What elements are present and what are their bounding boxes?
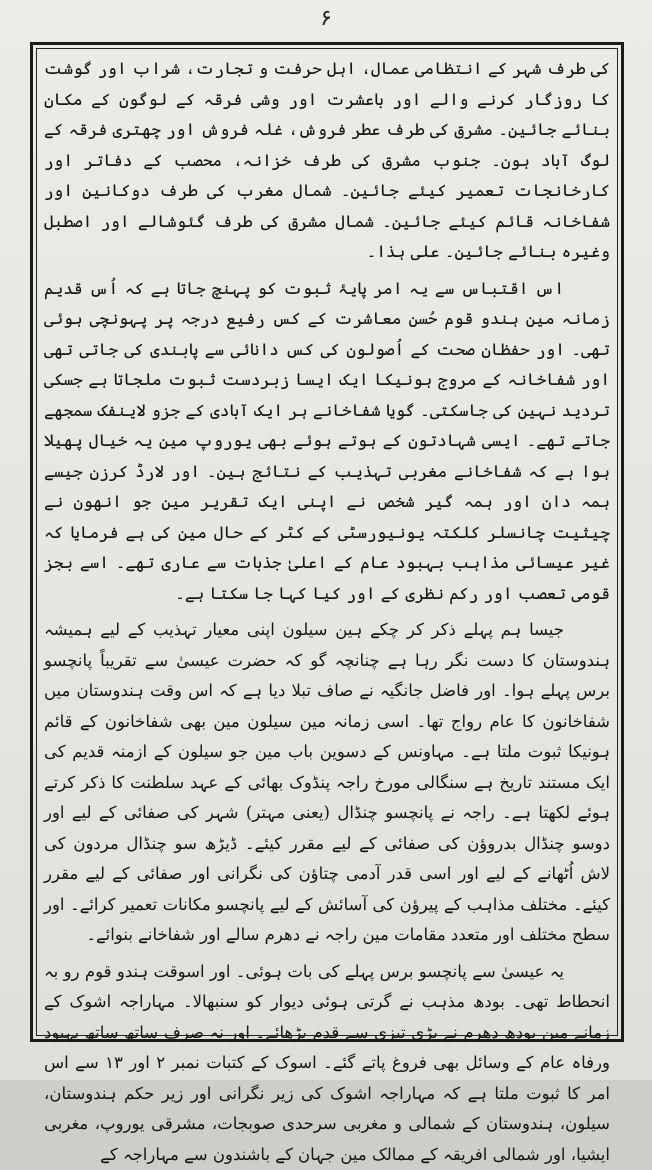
body-text <box>44 54 610 1032</box>
page-number: ۶ <box>0 6 652 31</box>
paragraph-1: کی طرف شہر کے انتظامی عمال، اہل حرفت و تجارت، شراب اور گوشت کا روزگار کرنے والے اور باعشرت اور وشی فرقہ کے لوگون کے مکان بنائے جائین۔ مشرق کی طرف عطر فروش، غلہ فروش اور چھتری فرقہ کے لوگ آباد ہون۔ جنوب مشرق کی طرف خزانہ، محصب کے دفاتر اور کارخانجات تعمیر کیئے جائین۔ شمال مغرب کی طرف دوکانین اور شفاخانہ قائم کیئے جائین۔ شمال مشرق کی طرف گئوشالے اور اصطبل وغیرہ بنائے جائین۔ علی ہذا۔ <box>44 54 610 268</box>
paragraph-4: یہ عیسیٰ سے پانچسو برس پہلے کی بات ہوئی۔ اور اسوقت ہندو قوم رو بہ انحطاط تھی۔ بودھ مذہب نے گرتی ہوئی دیوار کو سنبھالا۔ مہاراجہ اشوک کے زمانے مین بودھ دھرم نے بڑی تیزی سے قدم بڑھائے۔ اور نہ صرف ساتھ ساتھ بہبود ورفاہ عام کے وسائل بھی فروغ پاتے گئے۔ اسوک کے کتبات نمبر ۲ اور ۱۳ سے اس امر کا ثبوت ملتا ہے کہ مہاراجہ اشوک کی زیر نگرانی اور زیر حکم ہندوستان، سیلون، ہندوستان کے شمالی و مغربی سرحدی صوبجات، مشرقی یوروپ، مغربی ایشیا، اور شمالی افریقہ کے ممالک مین جہان کے باشندون سے مہاراجہ کے <box>44 957 610 1170</box>
paragraph-3: جیسا ہم پہلے ذکر کر چکے ہین سیلون اپنی معیار تہذیب کے لیے ہمیشہ ہندوستان کا دست نگر رہا ہے چنانچہ گو کہ حضرت عیسیٰ سے تقریباً پانچسو برس پہلے ہوا۔ اور فاضل جانگیہ نے صاف تبلا دیا ہے کہ اس وقت ہندوستان میں شفاخانون کا عام رواج تھا۔ اسی زمانہ مین سیلون مین بھی شفاخانون کے قائم ہونیکا ثبوت ملتا ہے۔ مہاونس کے دسوین باب مین جو سیلون کے ازمنہ قدیم کی ایک مستند تاریخ ہے سنگالی مورخ راجہ پنڈوک بھائی کے عہد سلطنت کا ذکر کرتے ہوئے لکھتا ہے۔ راجہ نے پانچسو چنڈال (یعنی مہتر) شہر کی صفائی کے لیے اور دوسو چنڈال بدروؤن کی صفائی کے لیے مقرر کیئے۔ ڈیڑھ سو چنڈال مردون کی لاش اُٹھانے کے لیے اور اسی قدر آدمی چتاؤن کی نگرانی اور صفائی کے لیے مقرر کیئے۔ مختلف مذاہب کے پیرؤن کی آسائش کے لیے پانچسو مکانات تعمیر کرائے۔ اور سطح مختلف اور متعدد مقامات مین راجہ نے دھرم سالے اور شفاخانے بنوائے۔ <box>44 615 610 951</box>
paragraph-2: اس اقتباس سے یہ امر پایۂ ثبوت کو پہنچ جاتا ہے کہ اُس قدیم زمانہ مین ہندو قوم حُسن معاشرت کے کس رفیع درجہ پر پہونچی ہوئی تھی۔ اور حفظان صحت کے اُصولون کی کس دانائی سے پابندی کی جاتی تھی اور شفاخانہ کے مروج ہونیکا ایک ایسا زبردست ثبوت ملجاتا ہے جسکی تردید نہین کی جاسکتی۔ گویا شفاخانے ہر ایک آبادی کے جزو لاینفک سمجھے جاتے تھے۔ ایسی شہادتون کے ہوتے ہوئے بھی یوروپ مین یہ خیال پھیلا ہوا ہے کہ شفاخانے مغربی تہذیب کے نتائج ہین۔ اور لارڈ کرزن جیسے ہمہ دان اور ہمہ گیر شخص نے اپنی ایک تقریر مین جو انھون نے چیثیت چانسلر کلکتہ یونیورسٹی کے کٹر کے حال مین کی ہے فرمایا کہ غیر عیسائی مذاہب بہبود عام کے اعلیٰ جذبات سے عاری تھے۔ اسے بجز قومی تعصب اور رکم نظری کے اور کیا کہا جا سکتا ہے۔ <box>44 274 610 610</box>
